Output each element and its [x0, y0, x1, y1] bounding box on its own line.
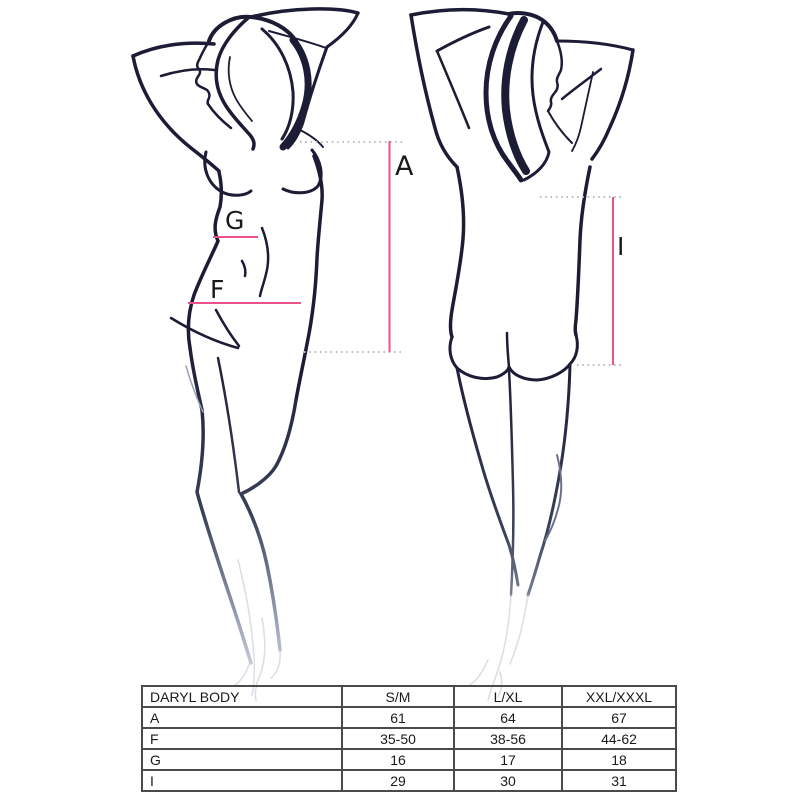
- table-row-f: [142, 728, 676, 749]
- table-cell: 29: [342, 770, 454, 791]
- row-label-cell: F: [142, 728, 342, 749]
- row-label-cell: I: [142, 770, 342, 791]
- table-cell: 17: [454, 749, 562, 770]
- header-cell-lxl: L/XL: [454, 686, 562, 707]
- table-cell: 44-62: [562, 728, 676, 749]
- table-cell: 35-50: [342, 728, 454, 749]
- table-cell: 64: [454, 707, 562, 728]
- size-table-header-row: [142, 686, 676, 707]
- table-cell: 16: [342, 749, 454, 770]
- measurement-label-i: I: [617, 232, 625, 261]
- row-label-cell: A: [142, 707, 342, 728]
- measurement-label-a: A: [395, 151, 414, 182]
- table-cell: 18: [562, 749, 676, 770]
- measurement-label-f: F: [210, 275, 225, 304]
- table-cell: 30: [454, 770, 562, 791]
- header-cell-xxl: XXL/XXXL: [562, 686, 676, 707]
- figure-back-illustration: [411, 10, 633, 700]
- size-table: [141, 685, 677, 792]
- measurement-label-g: G: [225, 206, 245, 235]
- table-cell: 31: [562, 770, 676, 791]
- figure-front-illustration: [133, 9, 358, 700]
- header-cell-product: DARYL BODY: [142, 686, 342, 707]
- table-cell: 61: [342, 707, 454, 728]
- table-row-a: [142, 707, 676, 728]
- table-row-i: [142, 770, 676, 791]
- row-label-cell: G: [142, 749, 342, 770]
- table-cell: 38-56: [454, 728, 562, 749]
- header-cell-sm: S/M: [342, 686, 454, 707]
- table-cell: 67: [562, 707, 676, 728]
- table-row-g: [142, 749, 676, 770]
